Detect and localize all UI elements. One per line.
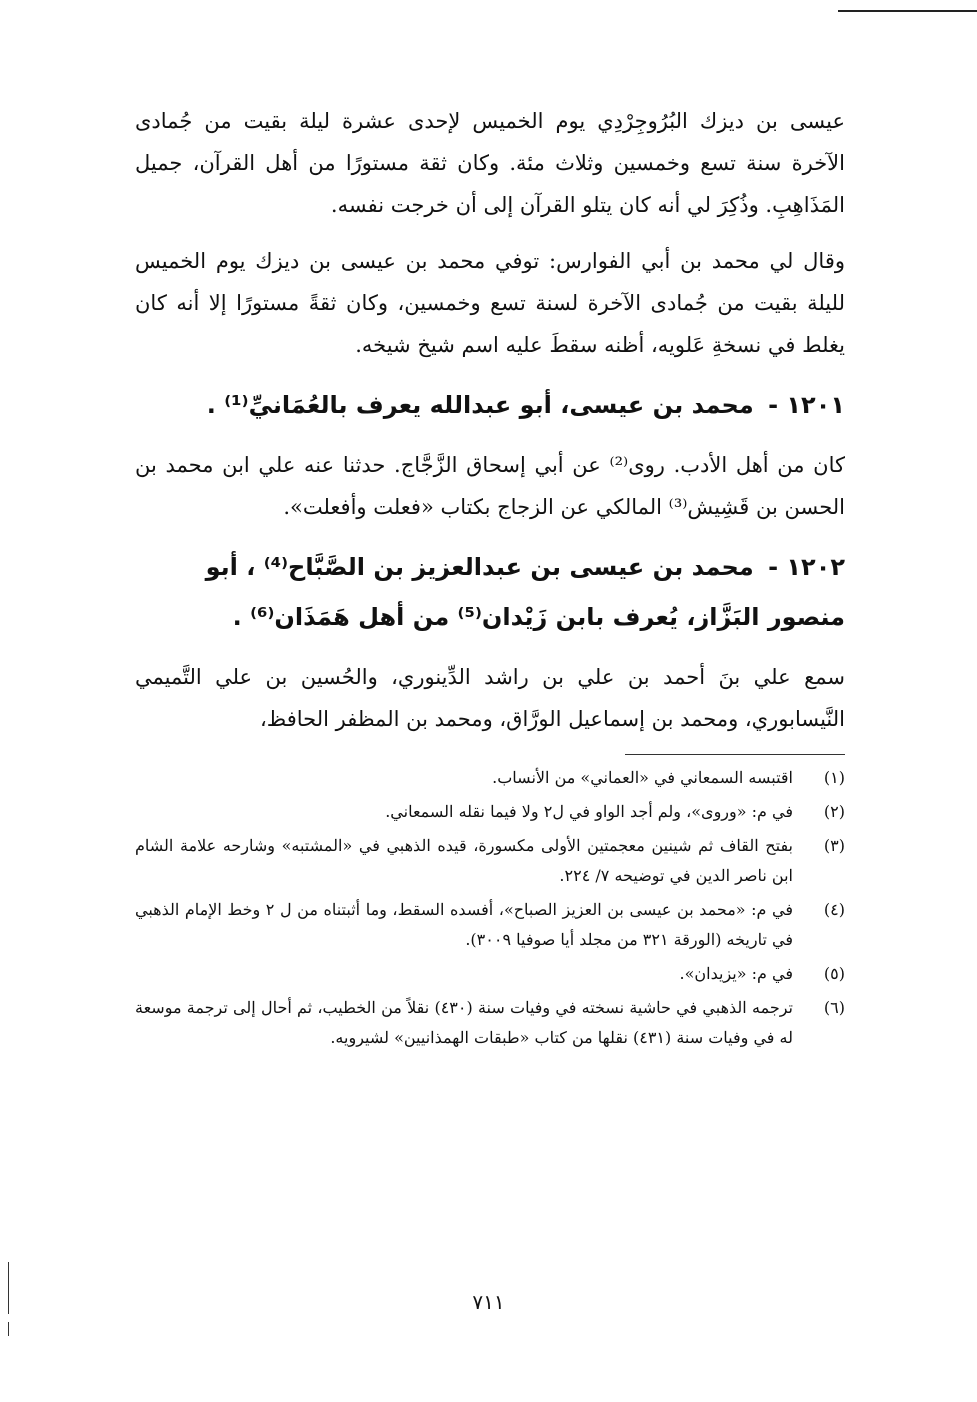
footnote-number: (١) bbox=[823, 768, 845, 787]
footnote bbox=[135, 831, 845, 891]
footnote bbox=[135, 797, 845, 827]
footnote-number: (٥) bbox=[823, 964, 845, 983]
page-body bbox=[135, 100, 845, 1057]
footnote-separator bbox=[625, 754, 845, 755]
footnote bbox=[135, 993, 845, 1053]
footnote-text: ترجمه الذهبي في حاشية نسخته في وفيات سنة (٤٣٠) نقلاً من الخطيب، ثم أحال إلى ترجمة موسعة له في وفيات سنة (٤٣١) نقلها من كتاب «طبقات الهمذانيين» لشيرويه. bbox=[135, 998, 793, 1047]
footnote bbox=[135, 895, 845, 955]
paragraph-3: كان من أهل الأدب. روى⁽²⁾ عن أبي إسحاق الزَّجَّاج. حدثنا عنه علي ابن محمد بن الحسن بن قَشِيش⁽³⁾ المالكي عن الزجاج بكتاب «فعلت وأفعلت». bbox=[135, 453, 845, 519]
footnote-number: (٣) bbox=[823, 836, 845, 855]
footnote-number: (٦) bbox=[823, 998, 845, 1017]
paragraph-2: وقال لي محمد بن أبي الفوارس: توفي محمد بن عيسى بن ديزك يوم الخميس لليلة بقيت من جُمادى الآخرة لسنة تسع وخمسين، وكان ثقةً مستورًا إلا أنه كان يغلط في نسخةِ عَلويه، أظنه سقطَ عليه اسم شيخ شيخه. bbox=[135, 249, 845, 357]
top-rule bbox=[838, 10, 977, 12]
footnote-text: بفتح القاف ثم شينين معجمتين الأولى مكسورة، قيده الذهبي في «المشتبه» وشارحه علامة الشام ابن ناصر الدين في توضيحه ٧/ ٢٢٤. bbox=[135, 836, 793, 885]
entry-heading-1201 bbox=[135, 380, 845, 430]
footnote-number: (٤) bbox=[823, 900, 845, 919]
footnotes bbox=[135, 763, 845, 1053]
footnote-text: في م: «وروى»، ولم أجد الواو في ل٢ ولا فيما نقله السمعاني. bbox=[385, 802, 793, 821]
paragraph-4: سمع علي بنَ أحمد بن علي بن راشد الدِّينوري، والحُسين بن علي التَّميمي النَّيسابوري، ومحمد بن إسماعيل الورَّاق، ومحمد بن المظفر الحافظ، bbox=[135, 665, 845, 731]
margin-mark bbox=[8, 1262, 9, 1314]
footnote-number: (٢) bbox=[823, 802, 845, 821]
footnote-text: اقتبسه السمعاني في «العماني» من الأنساب. bbox=[492, 768, 793, 787]
footnote bbox=[135, 763, 845, 793]
footnote-text: في م: «محمد بن عيسى بن العزيز الصباح»، أفسده السقط، وما أثبتناه من ل ٢ وخط الإمام الذهبي في تاريخه (الورقة ٣٢١ من مجلد أيا صوفيا ٣٠٠٩). bbox=[135, 900, 793, 949]
entry-number: ١٢٠١ - bbox=[768, 391, 845, 419]
entry-heading-1202 bbox=[135, 542, 845, 642]
page-number: ٧١١ bbox=[472, 1290, 505, 1314]
margin-mark bbox=[8, 1322, 9, 1336]
entry-number: ١٢٠٢ - bbox=[768, 553, 845, 581]
entry-title: محمد بن عيسى، أبو عبدالله يعرف بالعُمَانيِّ⁽¹⁾ . bbox=[206, 391, 754, 419]
footnote bbox=[135, 959, 845, 989]
footnote-text: في م: «يزيدان». bbox=[679, 964, 793, 983]
paragraph-1: عيسى بن ديزك البُرُوجِرْدِي يوم الخميس لإحدى عشرة ليلة بقيت من جُمادى الآخرة سنة تسع وخمسين وثلاث مئة. وكان ثقة مستورًا من أهل القرآن، جميل المَذَاهِبِ. وذُكِرَ لي أنه كان يتلو القرآن إلى أن خرجت نفسه. bbox=[135, 109, 845, 217]
entry-title: محمد بن عيسى بن عبدالعزيز بن الصَّبَّاح⁽⁴⁾ ، أبو منصور البَزَّاز، يُعرف بابن زَيْدان⁽⁵⁾ من أهل هَمَذَان⁽⁶⁾ . bbox=[205, 553, 845, 631]
